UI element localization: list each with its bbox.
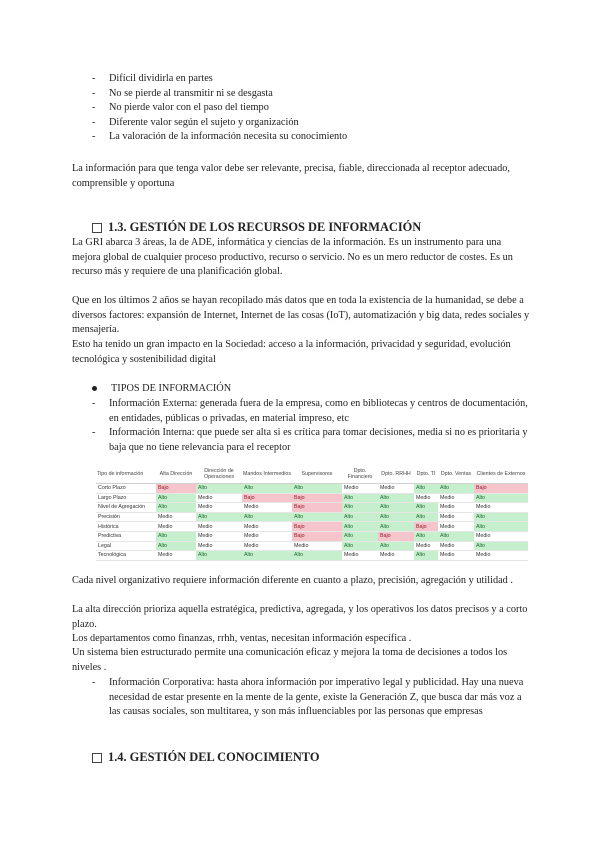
table-cell: Medio	[242, 522, 292, 532]
paragraph-valor: La información para que tenga valor debe ser relevante, precisa, fiable, direccionada al receptor adecuado, comprensible y oportuna	[72, 163, 510, 189]
paragraph-gri: La GRI abarca 3 áreas, la de ADE, informática y ciencias de la información. Es un instrumento para una mejora global de cualquier proceso productivo, recurso o servicio. No es un mero reductor de costes. Es un recurso más y requiere de una planificación global.	[72, 237, 513, 278]
table-cell: Medio	[196, 493, 242, 503]
table-cell: Medio	[438, 512, 474, 522]
table-cell: Alto	[378, 512, 414, 522]
column-header: Dpto. Ventas	[438, 465, 474, 484]
table-cell: Alto	[414, 484, 438, 494]
table-cell: Bajo	[292, 522, 342, 532]
table-cell: Medio	[474, 531, 528, 541]
row-label: Precisión	[96, 512, 156, 522]
table-cell: Medio	[156, 551, 196, 561]
column-header: Mandos Intermedios	[242, 465, 292, 484]
table-cell: Alto	[292, 512, 342, 522]
table-cell: Bajo	[292, 493, 342, 503]
table-cell: Alto	[414, 512, 438, 522]
table-cell: Bajo	[242, 493, 292, 503]
table-cell: Alto	[378, 503, 414, 513]
table-cell: Bajo	[292, 503, 342, 513]
table-cell: Medio	[292, 541, 342, 551]
table-row	[96, 522, 528, 532]
checkbox-icon	[92, 753, 102, 763]
list-item: - Diferente valor según el sujeto y organización	[92, 116, 347, 131]
column-header: Dpto. RRHH	[378, 465, 414, 484]
corporativa-list	[92, 676, 532, 720]
heading-text: 1.4. GESTIÓN DEL CONOCIMIENTO	[108, 750, 320, 764]
paragraph-impacto: Esto ha tenido un gran impacto en la Sociedad: acceso a la información, privacidad y seguridad, evolución tecnológica y sostenibilidad digital	[72, 339, 511, 365]
table-cell: Alto	[342, 531, 378, 541]
table-cell: Medio	[242, 531, 292, 541]
table-cell: Alto	[196, 551, 242, 561]
table-cell: Alto	[414, 503, 438, 513]
section-heading-1-4	[92, 750, 320, 765]
table-cell: Alto	[196, 512, 242, 522]
column-header: Dpto. TI	[414, 465, 438, 484]
table-cell: Alto	[342, 522, 378, 532]
table-cell: Medio	[196, 522, 242, 532]
row-label: Tecnológica	[96, 551, 156, 561]
column-header: Supervisores	[292, 465, 342, 484]
table-row	[96, 531, 528, 541]
table-cell: Medio	[438, 522, 474, 532]
table-cell: Alto	[156, 493, 196, 503]
row-label: Nivel de Agregación	[96, 503, 156, 513]
column-header: Clientes de Externos	[474, 465, 528, 484]
table-cell: Alto	[378, 522, 414, 532]
table-cell: Alto	[474, 512, 528, 522]
table-cell: Alto	[196, 484, 242, 494]
table-cell: Alto	[242, 484, 292, 494]
paragraph-departamentos: Los departamentos como finanzas, rrhh, ventas, necesitan información específica .	[72, 633, 412, 644]
table-cell: Medio	[156, 512, 196, 522]
table-cell: Medio	[474, 551, 528, 561]
column-header: Alta Dirección	[156, 465, 196, 484]
row-label: Largo Plazo	[96, 493, 156, 503]
table-cell: Alto	[156, 531, 196, 541]
table-header-row	[96, 465, 528, 484]
table-cell: Medio	[342, 551, 378, 561]
bullet-icon	[92, 386, 97, 391]
table-cell: Medio	[242, 541, 292, 551]
table-cell: Alto	[342, 512, 378, 522]
table-cell: Alto	[378, 493, 414, 503]
table-cell: Medio	[438, 541, 474, 551]
list-item: - No pierde valor con el paso del tiempo	[92, 101, 347, 116]
table-cell: Bajo	[156, 484, 196, 494]
table-row	[96, 551, 528, 561]
checkbox-icon	[92, 223, 102, 233]
paragraph-datos: Que en los últimos 2 años se hayan recopilado más datos que en toda la existencia de la humanidad, se debe a diversos factores: expansión de Internet, Internet de las cosas (IoT), automatización y big data, redes sociales y mensajería.	[72, 295, 530, 336]
table-cell: Medio	[474, 503, 528, 513]
table-row	[96, 484, 528, 494]
features-list	[92, 72, 347, 145]
table-cell: Alto	[156, 541, 196, 551]
table-cell: Alto	[438, 484, 474, 494]
table-cell: Alto	[474, 493, 528, 503]
table-cell: Medio	[242, 503, 292, 513]
column-header: Dpto. Financiero	[342, 465, 378, 484]
paragraph-nivel: Cada nivel organizativo requiere información diferente en cuanto a plazo, precisión, agregación y utilidad .	[72, 575, 513, 586]
list-item: - Información Externa: generada fuera de la empresa, como en bibliotecas y centros de documentación, en entidades, públicas o privadas, en material impreso, etc	[92, 397, 532, 426]
tipos-heading-text: TIPOS DE INFORMACIÓN	[111, 383, 232, 394]
paragraph-alta-direccion: La alta dirección prioriza aquella estratégica, predictiva, agregada, y los operativos los datos precisos y a corto plazo.	[72, 604, 528, 630]
section-heading-1-3	[92, 220, 421, 235]
tipos-list	[92, 397, 532, 455]
table-cell: Alto	[342, 493, 378, 503]
table-cell: Medio	[196, 531, 242, 541]
table-cell: Medio	[378, 551, 414, 561]
table-cell: Alto	[378, 541, 414, 551]
list-item: - Información Corporativa: hasta ahora información por imperativo legal y publicidad. Hay una nueva necesidad de estar presente en la mente de la gente, existe la Generación Z, que busca dar más voz a las causas sociales, son multitarea, y son más influenciables por las personas que empresas	[92, 676, 532, 720]
table-cell: Alto	[292, 484, 342, 494]
column-header: Dirección de Operaciones	[196, 465, 242, 484]
row-label: Corto Plazo	[96, 484, 156, 494]
table-cell: Alto	[242, 551, 292, 561]
table-cell: Medio	[414, 493, 438, 503]
list-item: - Información Interna: que puede ser alta si es crítica para tomar decisiones, media si no es prioritaria y baja que no tiene relevancia para el receptor	[92, 426, 532, 455]
information-table	[96, 465, 528, 561]
row-label: Predictiva	[96, 531, 156, 541]
heading-text: 1.3. GESTIÓN DE LOS RECURSOS DE INFORMACIÓN	[108, 220, 422, 234]
table-cell: Medio	[438, 551, 474, 561]
table-cell: Alto	[414, 551, 438, 561]
table-cell: Medio	[196, 541, 242, 551]
table-cell: Alto	[342, 503, 378, 513]
table-row	[96, 503, 528, 513]
table-cell: Alto	[156, 503, 196, 513]
table-cell: Alto	[438, 531, 474, 541]
table-row	[96, 493, 528, 503]
table-cell: Alto	[474, 541, 528, 551]
table-cell: Medio	[156, 522, 196, 532]
tipos-heading	[92, 383, 231, 394]
table-cell: Bajo	[414, 522, 438, 532]
column-header: Tipo de información	[96, 465, 156, 484]
table-cell: Medio	[196, 503, 242, 513]
table-cell: Alto	[414, 531, 438, 541]
list-item: - Difícil dividirla en partes	[92, 72, 347, 87]
table-row	[96, 512, 528, 522]
table-cell: Medio	[438, 493, 474, 503]
list-item: - No se pierde al transmitir ni se desgasta	[92, 87, 347, 102]
table-cell: Alto	[342, 541, 378, 551]
table-body	[96, 484, 528, 561]
table-cell: Alto	[474, 522, 528, 532]
row-label: Histórica	[96, 522, 156, 532]
table-row	[96, 541, 528, 551]
table-cell: Alto	[242, 512, 292, 522]
table-cell: Medio	[378, 484, 414, 494]
table-cell: Medio	[342, 484, 378, 494]
row-label: Legal	[96, 541, 156, 551]
paragraph-sistema: Un sistema bien estructurado permite una comunicación eficaz y mejora la toma de decisiones a todos los niveles .	[72, 647, 508, 673]
table-cell: Alto	[292, 551, 342, 561]
table-cell: Medio	[438, 503, 474, 513]
table-cell: Medio	[414, 541, 438, 551]
table-cell: Bajo	[378, 531, 414, 541]
list-item: - La valoración de la información necesita su conocimiento	[92, 130, 347, 145]
table-cell: Bajo	[292, 531, 342, 541]
table-cell: Bajo	[474, 484, 528, 494]
